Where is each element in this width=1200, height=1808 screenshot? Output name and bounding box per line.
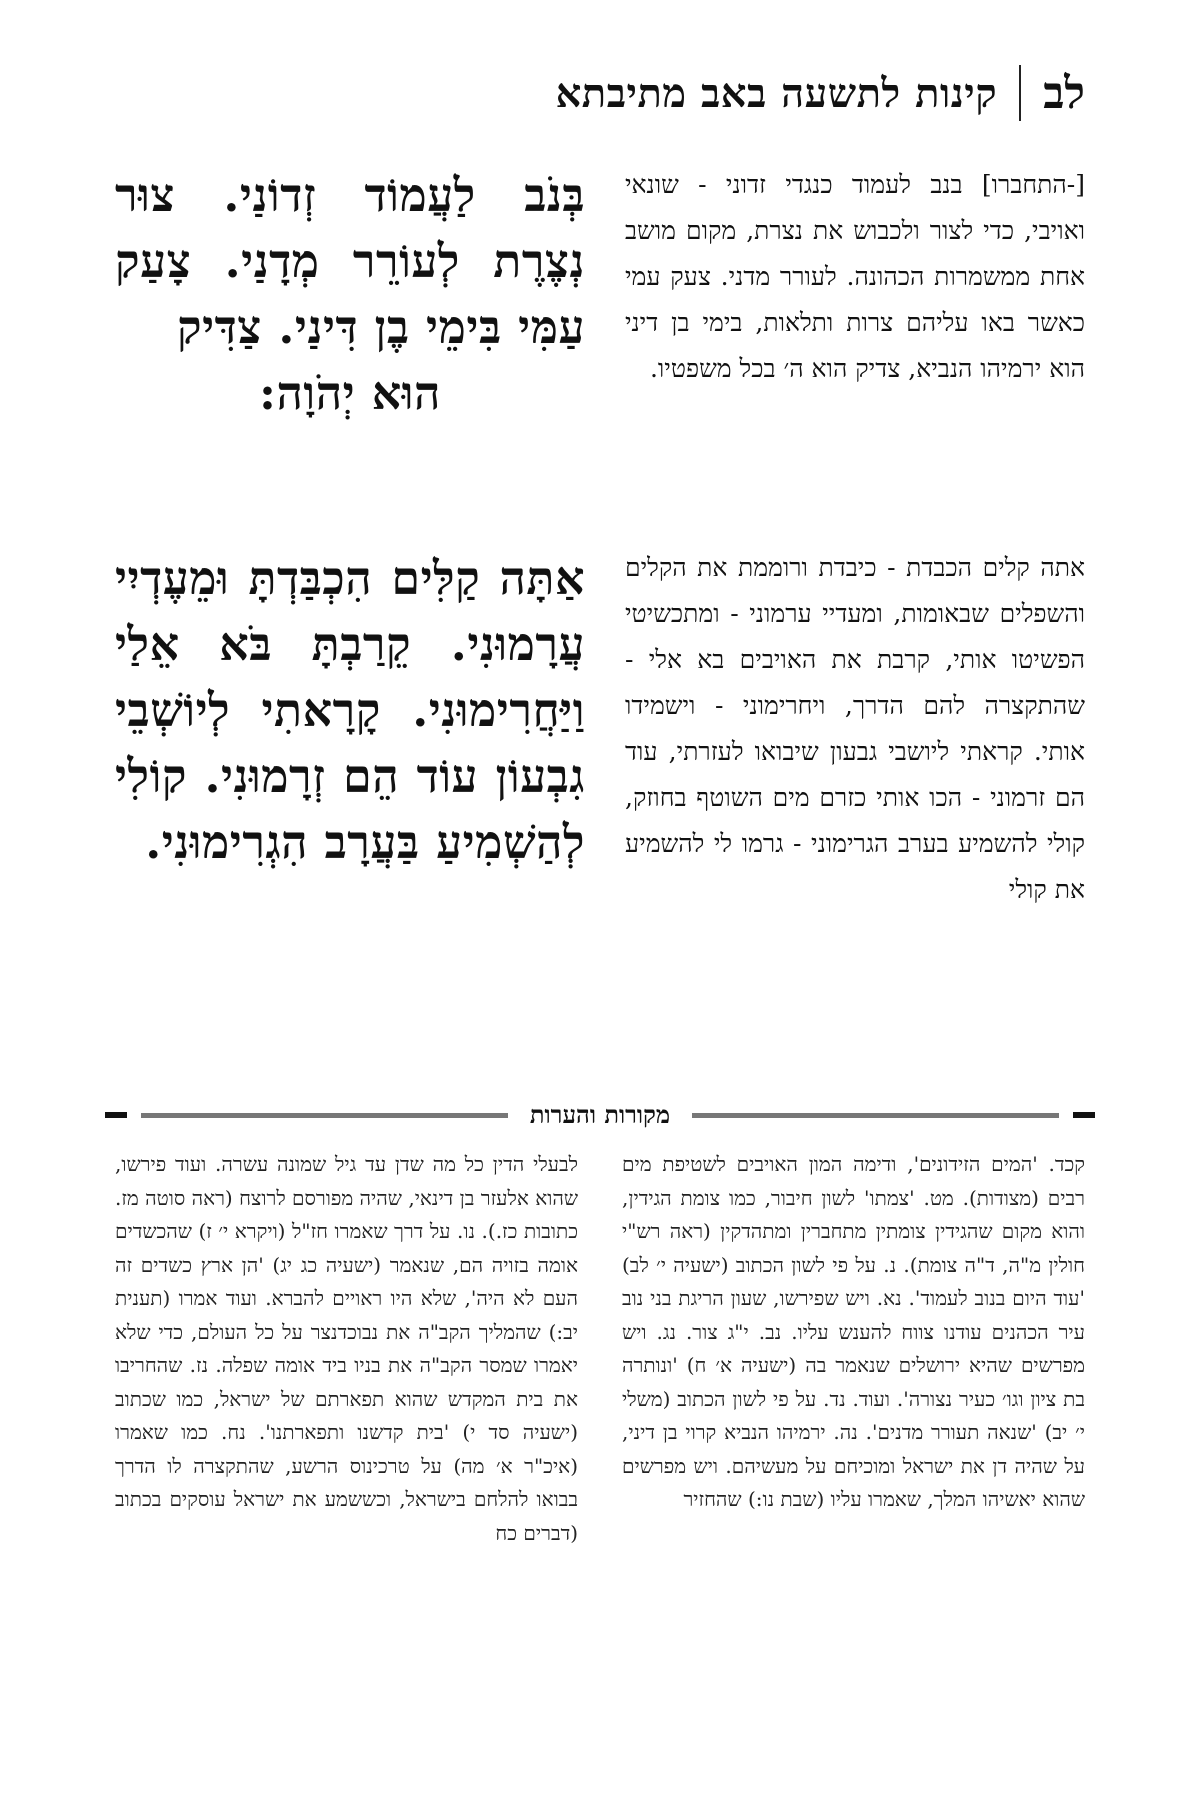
kinah-stanza-2: אַתָּה קַלִּים הִכְבַּדְתָּ וּמֵעֶדְיִי עֲרָמוּנִי. קֵרַבְתָּ בֹּא אֵלַי וַיַּחֲרִימוּנִי. קָרָאתִי לְיוֹשְׁבֵי גִבְעוֹן עוֹד הֵם זְרָמוּנִי. קוֹלִי לְהַשְׁמִיעַ בַּעֲרָב הִגְרִימוּנִי. xyxy=(115,551,585,869)
notes-column-right: קכד. 'המים הזידונים', ודימה המון האויבים לשטיפת מים רבים (מצודות). מט. 'צמתו' לשון חיבור, כמו צומת הגידין, והוא מקום שהגידין צומתין מתחברין ומתהדקין (ראה רש"י חולין מ"ה, ד"ה צומת). נ. על פי לשון הכתוב (ישעיה י׳ לב) 'עוד היום בנוב לעמוד'. נא. ויש שפירשו, שעון הריגת בני נוב עיר הכהנים עודנו צווח להענש עליו. נב. י"ג צור. נג. ויש מפרשים שהיא ירושלים שנאמר בה (ישעיה א׳ ח) 'ונותרה בת ציון וגו׳ כעיר נצורה'. ועוד. נד. על פי לשון הכתוב (משלי י׳ יב) 'שנאה תעורר מדנים'. נה. ירמיהו הנביא קרוי בן דיני, על שהיה דן את ישראל ומוכיחם על מעשיהם. ויש מפרשים שהוא יאשיהו המלך, שאמרו עליו (שבת נו:) שהחזיר xyxy=(622,1152,1085,1511)
book-title: קינות לתשעה באב מתיבתא xyxy=(555,69,998,117)
commentary-2: אתה קלים הכבדת - כיבדת ורוממת את הקלים והשפלים שבאומות, ומעדיי ערמוני - ומתכשיטי הפשיטו אותי, קרבת את האויבים בא אלי - שהתקצרה להם הדרך, ויחרימוני - וישמידו אותי. קראתי ליושבי גבעון שיבואו לעזרתי, עוד הם זרמוני - הכו אותי כזרם מים השוטף בחוזק, קולי להשמיע בערב הגרימוני - גרמו לי להשמיע את קולי xyxy=(625,553,1085,904)
header-divider xyxy=(1019,65,1021,121)
rule-end-left xyxy=(105,1112,127,1118)
stanza-block-2 xyxy=(115,545,1085,1015)
notes-section xyxy=(115,1148,1085,1628)
notes-heading xyxy=(105,1095,1095,1135)
kinah-stanza-1 xyxy=(115,162,585,502)
notes-column-left: לבעלי הדין כל מה שדן עד גיל שמונה עשרה. ועוד פירשו, שהוא אלעזר בן דינאי, שהיה מפורסם לרוצח (ראה סוטה מז. כתובות כז.). נו. על דרך שאמרו חז"ל (ויקרא י׳ ז) שהכשדים אומה בזויה הם, שנאמר (ישעיה כג יג) 'הן ארץ כשדים זה העם לא היה', שלא היו ראויים להברא. ועוד אמרו (תענית יב:) שהמליך הקב"ה את נבוכדנצר על כל העולם, כדי שלא יאמרו שמסר הקב"ה את בניו ביד אומה שפלה. נז. שהחריבו את בית המקדש שהוא תפארתם של ישראל, כמו שכתוב (ישעיה סד י) 'בית קדשנו ותפארתנו'. נח. כמו שאמרו (איכ"ר א׳ מה) על טרכינוס הרשע, שהתקצרה לו הדרך בבואו להלחם בישראל, וכששמע את ישראל עוסקים בכתוב (דברים כח xyxy=(115,1152,578,1545)
notes-title: מקורות והערות xyxy=(529,1100,671,1129)
kinah-stanza-1-ending: הוּא יְהֹוָה: xyxy=(258,366,441,420)
rule-right xyxy=(692,1113,1059,1118)
stanza-block-1 xyxy=(115,162,1085,502)
rule-end-right xyxy=(1073,1112,1095,1118)
running-header xyxy=(115,58,1085,128)
kinah-stanza-1-text: בְּנֹב לַעֲמוֹד זְדוֹנַי. צוּר נְצֶרֶת לְעוֹרֵר מְדָנַי. צָעַק עַמִּי בִּימֵי בֶן דִּינַי. צַדִּיק xyxy=(115,168,585,354)
page-number: לב xyxy=(1043,67,1085,119)
commentary-1: [-התחברו] בנב לעמוד כנגדי זדוני - שונאי ואויבי, כדי לצור ולכבוש את נצרת, מקום מושב אחת ממשמרות הכהונה. לעורר מדני. צעק עמי כאשר באו עליהם צרות ותלאות, בימי בן דיני הוא ירמיהו הנביא, צדיק הוא ה׳ בכל משפטיו. xyxy=(625,170,1085,383)
rule-left xyxy=(141,1113,508,1118)
